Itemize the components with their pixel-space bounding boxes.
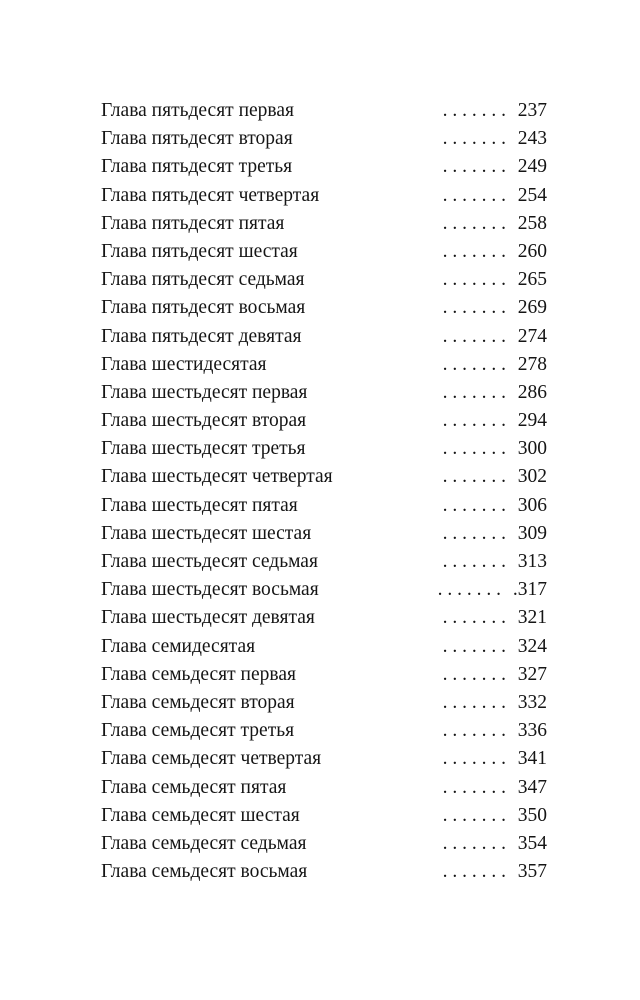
chapter-title: Глава шестьдесят девятая <box>101 607 315 629</box>
toc-entry <box>101 717 547 745</box>
toc-entry <box>101 97 547 125</box>
page-number: 243 <box>517 128 547 150</box>
toc-entry <box>101 576 547 604</box>
dot-leader: . . . . . . . <box>442 410 506 432</box>
toc-entry <box>101 774 547 802</box>
chapter-title: Глава семьдесят третья <box>101 720 295 742</box>
toc-entry <box>101 153 547 181</box>
toc-entry <box>101 858 547 886</box>
page-number: 309 <box>517 522 547 544</box>
chapter-title: Глава шестьдесят вторая <box>101 410 307 432</box>
toc-entry <box>101 520 547 548</box>
page-number: 324 <box>517 635 547 657</box>
toc-entry <box>101 238 547 266</box>
page-number: 269 <box>517 297 547 319</box>
page-number: 313 <box>517 551 547 572</box>
chapter-title: Глава семьдесят седьмая <box>101 832 307 854</box>
dot-leader: . . . . . . . <box>442 184 506 206</box>
dot-leader: . . . . . . . <box>442 522 506 544</box>
page-number: 237 <box>517 100 547 121</box>
dot-leader: . . . . . . . <box>442 720 506 742</box>
dot-leader: . . . . . . . <box>442 212 506 234</box>
page-number: 265 <box>517 269 547 291</box>
toc-entry <box>101 463 547 491</box>
page-number: 278 <box>517 353 547 375</box>
chapter-title: Глава шестьдесят четвертая <box>101 466 333 488</box>
dot-leader: . . . . . . . <box>442 776 506 798</box>
dot-leader: . . . . . . . <box>442 325 506 347</box>
page-number: 249 <box>517 156 547 178</box>
chapter-title: Глава семидесятая <box>101 635 256 657</box>
page-number: 260 <box>517 240 547 262</box>
page-number: 336 <box>517 720 547 742</box>
dot-leader: . . . . . . . <box>442 269 506 291</box>
chapter-title: Глава пятьдесят девятая <box>101 325 302 347</box>
dot-leader: . . . . . . . <box>442 804 506 826</box>
page-number: 321 <box>517 607 547 629</box>
chapter-title: Глава семьдесят шестая <box>101 804 300 826</box>
dot-leader: . . . . . . . <box>437 579 501 601</box>
chapter-title: Глава пятьдесят первая <box>101 100 294 121</box>
chapter-title: Глава пятьдесят восьмая <box>101 297 306 319</box>
chapter-title: Глава шестьдесят третья <box>101 438 306 460</box>
dot-leader: . . . . . . . <box>442 861 506 883</box>
page-number: 332 <box>517 691 547 713</box>
page-number: 341 <box>517 748 547 770</box>
toc-entry <box>101 661 547 689</box>
chapter-title: Глава шестьдесят восьмая <box>101 579 319 601</box>
toc-entry <box>101 604 547 632</box>
page-number: 294 <box>517 410 547 432</box>
toc-entry <box>101 323 547 351</box>
toc-entry <box>101 830 547 858</box>
chapter-title: Глава пятьдесят вторая <box>101 128 293 150</box>
toc-entry <box>101 435 547 463</box>
chapter-title: Глава пятьдесят третья <box>101 156 293 178</box>
chapter-title: Глава пятьдесят седьмая <box>101 269 305 291</box>
toc-entry <box>101 492 547 520</box>
toc-entry <box>101 633 547 661</box>
dot-leader: . . . . . . . <box>442 156 506 178</box>
page-number: 254 <box>517 184 547 206</box>
toc-entry <box>101 125 547 153</box>
toc-entry <box>101 379 547 407</box>
toc-entry <box>101 210 547 238</box>
toc-entry <box>101 745 547 773</box>
chapter-title: Глава семьдесят четвертая <box>101 748 322 770</box>
page-number: 300 <box>517 438 547 460</box>
chapter-title: Глава семьдесят пятая <box>101 776 287 798</box>
toc-entry <box>101 351 547 379</box>
chapter-title: Глава шестьдесят седьмая <box>101 551 318 572</box>
page-number: .317 <box>512 579 547 601</box>
page-number: 302 <box>517 466 547 488</box>
dot-leader: . . . . . . . <box>442 635 506 657</box>
chapter-title: Глава пятьдесят шестая <box>101 240 298 262</box>
dot-leader: . . . . . . . <box>442 353 506 375</box>
page-number: 354 <box>517 832 547 854</box>
page-number: 327 <box>517 663 547 685</box>
toc-entry <box>101 294 547 322</box>
dot-leader: . . . . . . . <box>442 297 506 319</box>
dot-leader: . . . . . . . <box>442 128 506 150</box>
chapter-title: Глава пятьдесят четвертая <box>101 184 320 206</box>
page-number: 306 <box>517 494 547 516</box>
dot-leader: . . . . . . . <box>442 466 506 488</box>
dot-leader: . . . . . . . <box>442 832 506 854</box>
chapter-title: Глава семьдесят вторая <box>101 691 295 713</box>
chapter-title: Глава пятьдесят пятая <box>101 212 285 234</box>
toc-entry <box>101 689 547 717</box>
chapter-title: Глава семьдесят восьмая <box>101 861 308 883</box>
dot-leader: . . . . . . . <box>442 381 506 403</box>
page-number: 258 <box>517 212 547 234</box>
toc-entry <box>101 802 547 830</box>
page-number: 286 <box>517 381 547 403</box>
dot-leader: . . . . . . . <box>442 691 506 713</box>
dot-leader: . . . . . . . <box>442 494 506 516</box>
page-number: 350 <box>517 804 547 826</box>
dot-leader: . . . . . . . <box>442 100 506 121</box>
dot-leader: . . . . . . . <box>442 240 506 262</box>
dot-leader: . . . . . . . <box>442 607 506 629</box>
dot-leader: . . . . . . . <box>442 551 506 572</box>
dot-leader: . . . . . . . <box>442 663 506 685</box>
table-of-contents <box>101 97 547 886</box>
dot-leader: . . . . . . . <box>442 438 506 460</box>
toc-entry <box>101 266 547 294</box>
chapter-title: Глава шестьдесят пятая <box>101 494 298 516</box>
toc-entry <box>101 407 547 435</box>
page-number: 347 <box>517 776 547 798</box>
dot-leader: . . . . . . . <box>442 748 506 770</box>
chapter-title: Глава шестьдесят шестая <box>101 522 312 544</box>
chapter-title: Глава шестидесятая <box>101 353 267 375</box>
toc-entry <box>101 182 547 210</box>
toc-entry <box>101 548 547 576</box>
page-number: 357 <box>517 861 547 883</box>
chapter-title: Глава шестьдесят первая <box>101 381 308 403</box>
chapter-title: Глава семьдесят первая <box>101 663 296 685</box>
page-number: 274 <box>517 325 547 347</box>
